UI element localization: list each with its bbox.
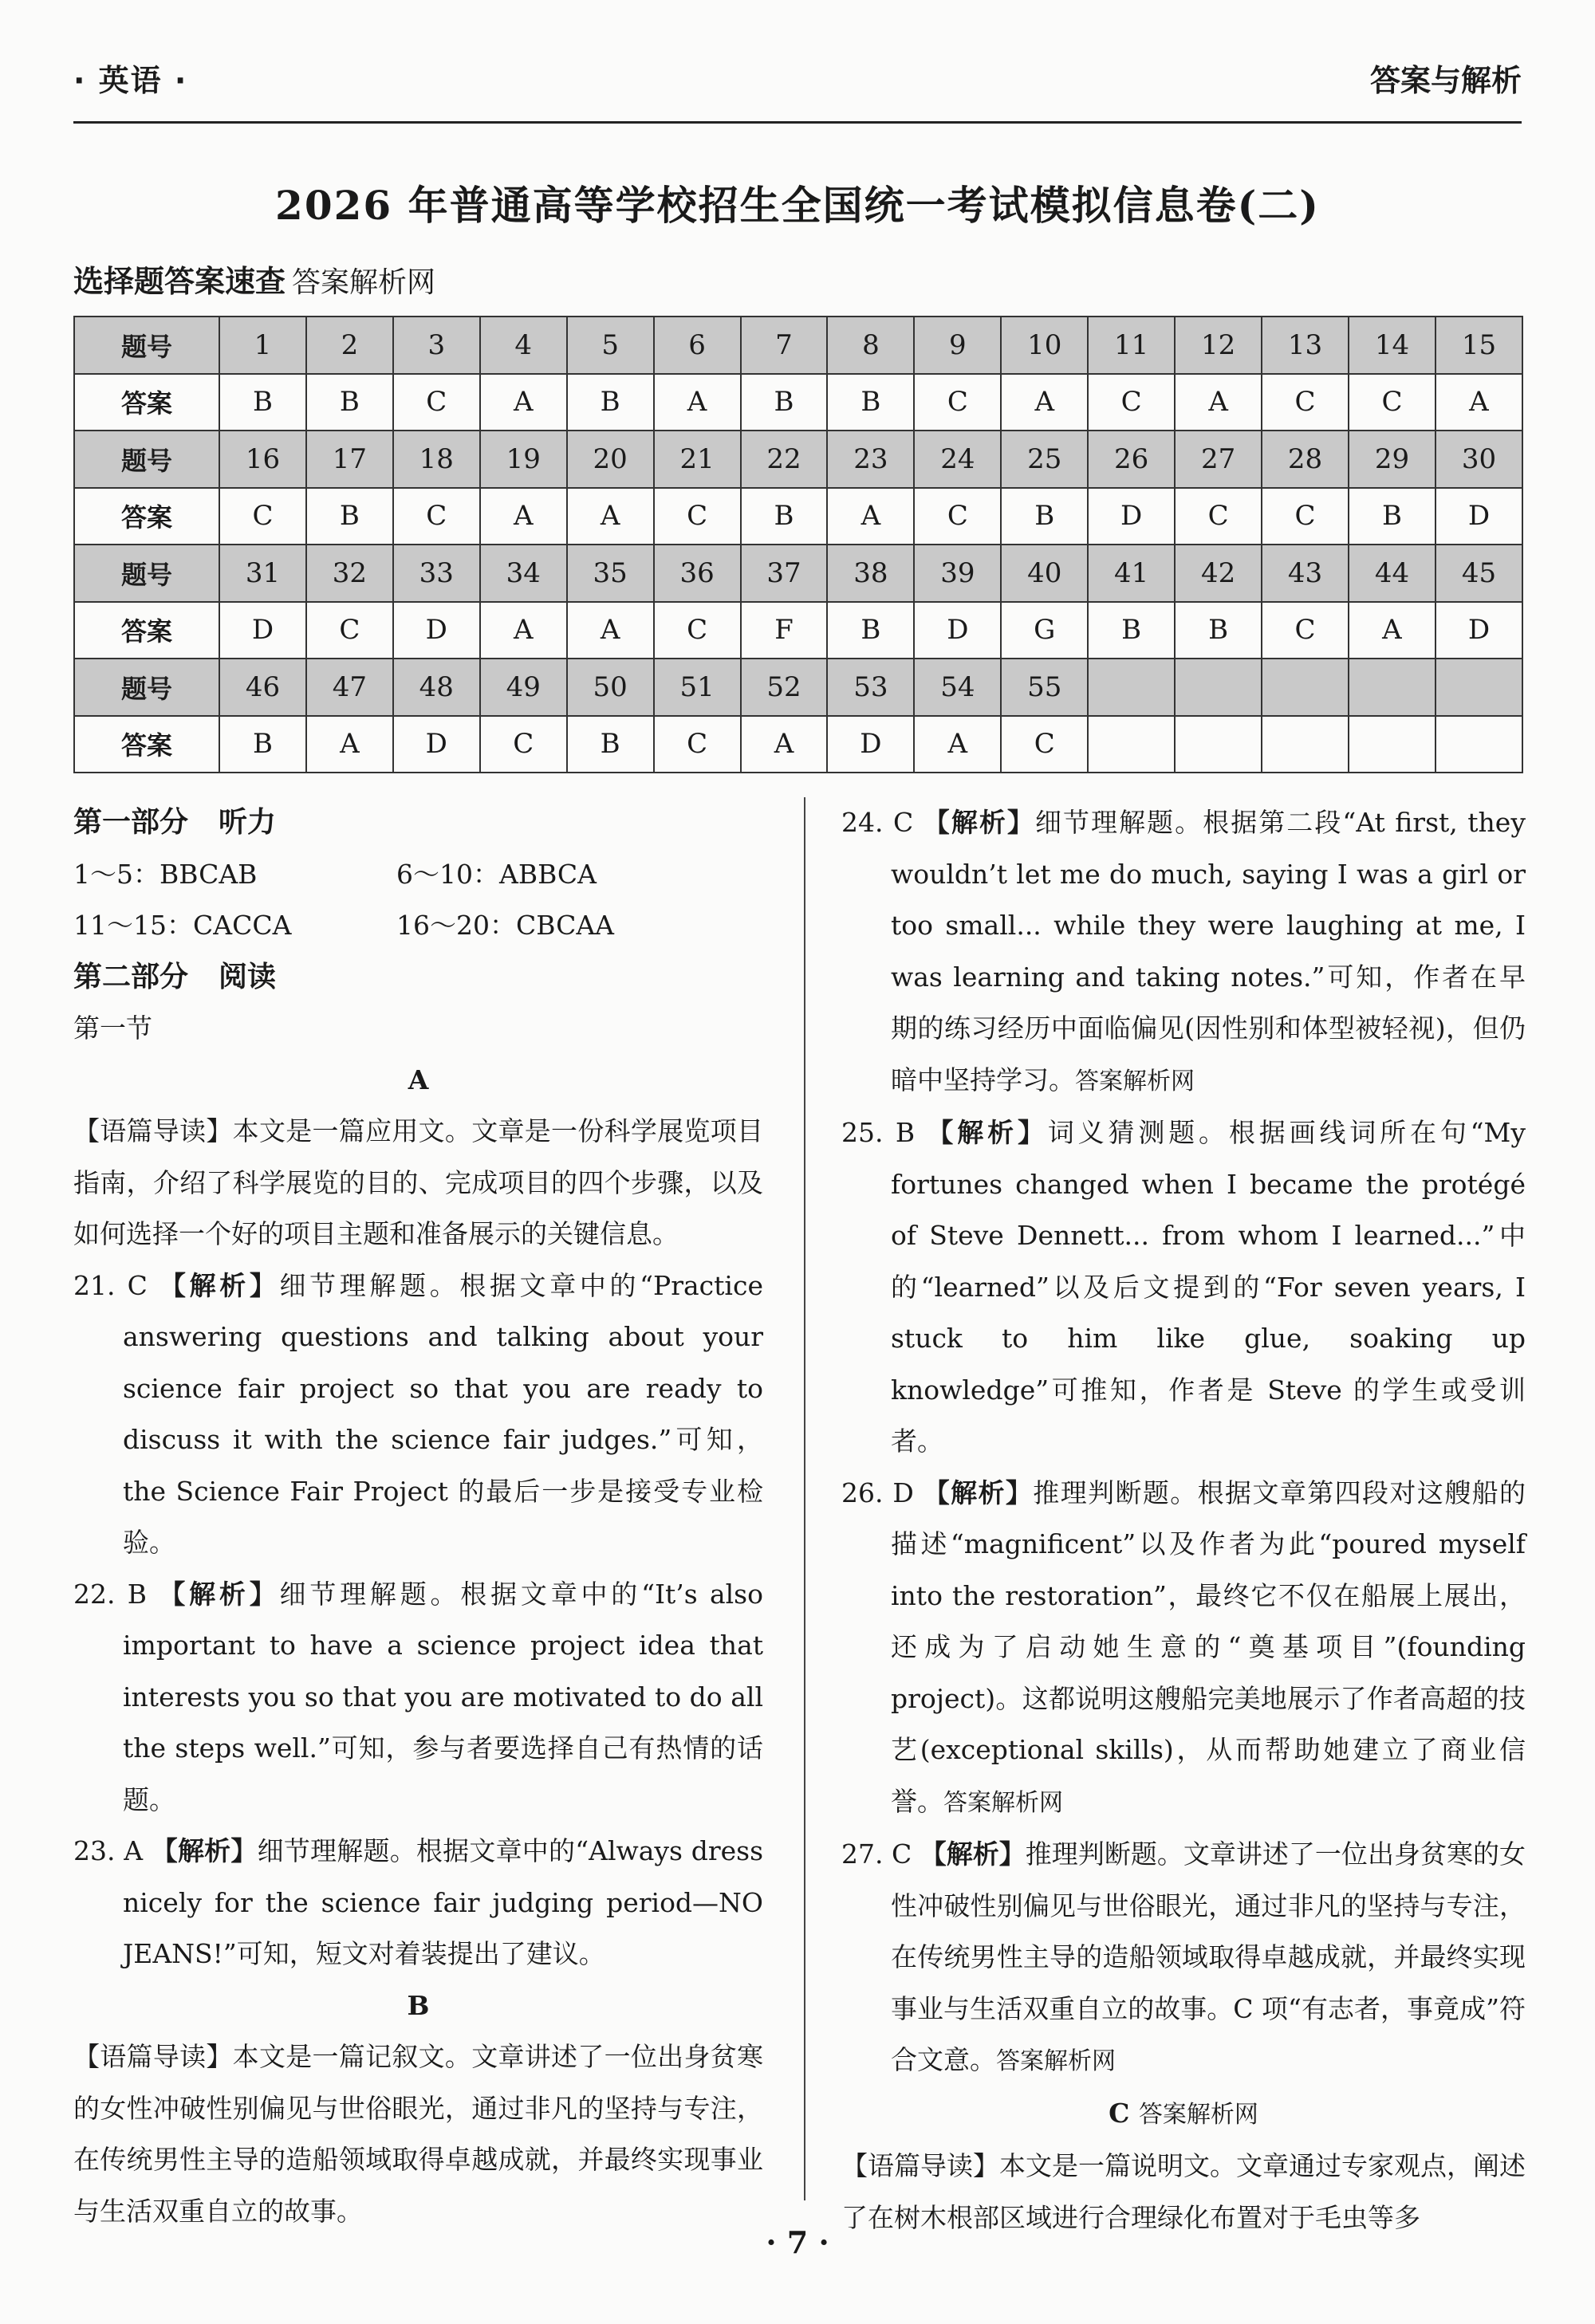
answer-row xyxy=(74,602,1522,659)
question-number-cell: 32 xyxy=(306,545,393,602)
question-number-cell: 40 xyxy=(1001,545,1088,602)
row-label: 答案 xyxy=(74,602,219,659)
passage-a-label: A xyxy=(408,1064,429,1095)
question-number-cell: 10 xyxy=(1001,317,1088,374)
answer-cell: A xyxy=(480,602,567,659)
question-number-cell: 9 xyxy=(914,317,1001,374)
question-number-cell: 39 xyxy=(914,545,1001,602)
question-number-cell: 15 xyxy=(1436,317,1522,374)
question-number-cell: 19 xyxy=(480,431,567,488)
question-number-cell: 14 xyxy=(1349,317,1436,374)
question-number-cell: 25 xyxy=(1001,431,1088,488)
question-number-cell: 7 xyxy=(741,317,828,374)
question-number-cell: 1 xyxy=(219,317,306,374)
answer-cell: B xyxy=(1175,602,1262,659)
answer-24: 24. C 【解析】细节理解题。根据第二段“At first, they wouldn’t let me do much, saying I was a girl or too small... while they were laughing at me, I was learning and taking notes.”可知，作者在早期的练习经历中面临偏见(因性别和体型被轻视)，但仍暗中坚持学习。答案解析网 xyxy=(841,807,1526,1095)
question-number-row xyxy=(74,659,1522,716)
question-number-cell: 27 xyxy=(1175,431,1262,488)
question-number-cell: 22 xyxy=(741,431,828,488)
question-number-cell: 2 xyxy=(306,317,393,374)
answer-row xyxy=(74,716,1522,773)
question-number-cell: 53 xyxy=(827,659,914,716)
answer-cell: C xyxy=(393,488,480,545)
answer-table xyxy=(73,316,1523,773)
question-number-cell xyxy=(1262,659,1349,716)
question-number-cell: 36 xyxy=(654,545,741,602)
listening-answers-1: 1～5：BBCAB 6～10：ABBCA xyxy=(73,858,597,890)
question-number-cell: 21 xyxy=(654,431,741,488)
answer-cell: C xyxy=(1262,602,1349,659)
question-number-cell: 37 xyxy=(741,545,828,602)
passage-b-label: B xyxy=(407,1989,430,2021)
question-number-cell: 11 xyxy=(1088,317,1175,374)
question-number-cell: 8 xyxy=(827,317,914,374)
answer-cell xyxy=(1175,716,1262,773)
question-number-cell xyxy=(1175,659,1262,716)
question-number-cell: 26 xyxy=(1088,431,1175,488)
question-number-cell: 4 xyxy=(480,317,567,374)
answer-cell: D xyxy=(1088,488,1175,545)
answer-cell: A xyxy=(306,716,393,773)
answer-cell: B xyxy=(219,374,306,431)
answer-cell: C xyxy=(1262,488,1349,545)
subject-label: · 英语 · xyxy=(73,63,188,98)
question-number-cell: 47 xyxy=(306,659,393,716)
question-number-cell: 13 xyxy=(1262,317,1349,374)
answer-cell xyxy=(1349,716,1436,773)
answer-cell: A xyxy=(654,374,741,431)
answer-cell: C xyxy=(914,374,1001,431)
answer-cell: C xyxy=(1088,374,1175,431)
question-number-cell: 18 xyxy=(393,431,480,488)
answer-cell: A xyxy=(480,488,567,545)
answer-cell: A xyxy=(567,488,654,545)
question-number-cell: 33 xyxy=(393,545,480,602)
answer-22: 22. B 【解析】细节理解题。根据文章中的“It’s also important to have a science project idea that interests you so that you are motivated to do all the steps well.”可知，参与者要选择自己有热情的话题。 xyxy=(73,1578,763,1815)
question-number-cell: 48 xyxy=(393,659,480,716)
quick-check-title: 选择题答案速查 xyxy=(73,264,286,299)
answer-cell: D xyxy=(1436,602,1522,659)
question-number-cell: 24 xyxy=(914,431,1001,488)
answer-cell: G xyxy=(1001,602,1088,659)
question-number-cell: 29 xyxy=(1349,431,1436,488)
answer-cell xyxy=(1262,716,1349,773)
answer-cell: A xyxy=(1436,374,1522,431)
question-number-cell: 17 xyxy=(306,431,393,488)
question-number-row xyxy=(74,545,1522,602)
passage-c-intro: 【语篇导读】本文是一篇说明文。文章通过专家观点，阐述了在树木根部区域进行合理绿化布置对于毛虫等多 xyxy=(841,2150,1526,2233)
answer-cell: B xyxy=(306,488,393,545)
answer-cell: B xyxy=(219,716,306,773)
answer-cell xyxy=(1436,716,1522,773)
question-number-cell: 46 xyxy=(219,659,306,716)
right-column xyxy=(841,797,1526,2243)
row-label: 答案 xyxy=(74,716,219,773)
answer-cell: B xyxy=(827,602,914,659)
answer-cell: B xyxy=(1088,602,1175,659)
answer-cell: D xyxy=(219,602,306,659)
answer-cell: A xyxy=(1175,374,1262,431)
answer-cell: C xyxy=(306,602,393,659)
answer-cell: A xyxy=(741,716,828,773)
part2-heading: 第二部分 阅读 xyxy=(73,960,277,993)
row-label: 答案 xyxy=(74,374,219,431)
question-number-cell: 6 xyxy=(654,317,741,374)
answer-26: 26. D 【解析】推理判断题。根据文章第四段对这艘船的描述“magnificent”以及作者为此“poured myself into the restoration”，最终它不仅在船展上展出，还成为了启动她生意的“奠基项目”(founding project)。这都说明这艘船完美地展示了作者高超的技艺(exceptional skills)，从而帮助她建立了商业信誉。答案解析网 xyxy=(841,1477,1526,1817)
answer-cell: C xyxy=(219,488,306,545)
quick-check-heading xyxy=(73,257,435,301)
header-divider xyxy=(73,121,1522,124)
answer-cell: C xyxy=(393,374,480,431)
question-number-cell: 5 xyxy=(567,317,654,374)
question-number-cell: 52 xyxy=(741,659,828,716)
question-number-cell: 35 xyxy=(567,545,654,602)
answer-cell: D xyxy=(914,602,1001,659)
answer-cell: D xyxy=(1436,488,1522,545)
answer-cell: C xyxy=(654,716,741,773)
question-number-cell: 44 xyxy=(1349,545,1436,602)
row-label: 题号 xyxy=(74,545,219,602)
answer-cell: B xyxy=(306,374,393,431)
answer-cell: B xyxy=(827,374,914,431)
answer-cell: C xyxy=(654,602,741,659)
question-number-cell xyxy=(1088,659,1175,716)
question-number-cell: 41 xyxy=(1088,545,1175,602)
question-number-cell: 20 xyxy=(567,431,654,488)
answer-cell: A xyxy=(1349,602,1436,659)
question-number-cell: 55 xyxy=(1001,659,1088,716)
question-number-cell: 23 xyxy=(827,431,914,488)
answer-cell: A xyxy=(567,602,654,659)
question-number-cell: 38 xyxy=(827,545,914,602)
answer-cell: A xyxy=(914,716,1001,773)
answer-cell: B xyxy=(741,374,828,431)
question-number-cell: 28 xyxy=(1262,431,1349,488)
passage-a-intro: 【语篇导读】本文是一篇应用文。文章是一份科学展览项目指南，介绍了科学展览的目的、完成项目的四个步骤，以及如何选择一个好的项目主题和准备展示的关键信息。 xyxy=(73,1115,763,1249)
answer-cell: B xyxy=(567,716,654,773)
question-number-row xyxy=(74,317,1522,374)
answer-cell: F xyxy=(741,602,828,659)
answer-cell: C xyxy=(654,488,741,545)
passage-c-label: C 答案解析网 xyxy=(1109,2097,1258,2129)
answer-cell: C xyxy=(1349,374,1436,431)
question-number-cell: 54 xyxy=(914,659,1001,716)
question-number-cell: 16 xyxy=(219,431,306,488)
answer-cell: A xyxy=(827,488,914,545)
quick-check-note: 答案解析网 xyxy=(292,266,436,299)
listening-answers-2: 11～15：CACCA 16～20：CBCAA xyxy=(73,910,615,941)
answer-cell: C xyxy=(1262,374,1349,431)
answer-cell: B xyxy=(1001,488,1088,545)
answer-cell: B xyxy=(567,374,654,431)
row-label: 题号 xyxy=(74,431,219,488)
answer-cell xyxy=(1088,716,1175,773)
passage-b-intro: 【语篇导读】本文是一篇记叙文。文章讲述了一位出身贫寒的女性冲破性别偏见与世俗眼光，通过非凡的坚持与专注，在传统男性主导的造船领域取得卓越成就，并最终实现事业与生活双重自立的故事。 xyxy=(73,2041,763,2227)
answer-row xyxy=(74,374,1522,431)
question-number-cell: 49 xyxy=(480,659,567,716)
question-number-cell xyxy=(1436,659,1522,716)
question-number-cell xyxy=(1349,659,1436,716)
answer-cell: D xyxy=(393,602,480,659)
row-label: 答案 xyxy=(74,488,219,545)
question-number-cell: 12 xyxy=(1175,317,1262,374)
page-title: 2026 年普通高等学校招生全国统一考试模拟信息卷(二) xyxy=(275,182,1320,229)
answer-cell: D xyxy=(393,716,480,773)
section-label: 答案与解析 xyxy=(1369,63,1522,98)
answer-23: 23. A 【解析】细节理解题。根据文章中的“Always dress nicely for the science fair judging period—NO JEANS!”可知，短文对着装提出了建议。 xyxy=(73,1835,764,1969)
question-number-cell: 45 xyxy=(1436,545,1522,602)
section1-label: 第一节 xyxy=(73,1013,152,1044)
page-number: · 7 · xyxy=(766,2224,829,2260)
answer-cell: B xyxy=(741,488,828,545)
question-number-cell: 50 xyxy=(567,659,654,716)
answer-cell: D xyxy=(827,716,914,773)
answer-cell: C xyxy=(914,488,1001,545)
column-divider xyxy=(804,797,805,2200)
answer-cell: A xyxy=(480,374,567,431)
answer-cell: C xyxy=(480,716,567,773)
question-number-cell: 51 xyxy=(654,659,741,716)
question-number-cell: 42 xyxy=(1175,545,1262,602)
answer-row xyxy=(74,488,1522,545)
question-number-cell: 3 xyxy=(393,317,480,374)
row-label: 题号 xyxy=(74,659,219,716)
answer-27: 27. C 【解析】推理判断题。文章讲述了一位出身贫寒的女性冲破性别偏见与世俗眼光，通过非凡的坚持与专注，在传统男性主导的造船领域取得卓越成就，并最终实现事业与生活双重自立的故事。C 项“有志者，事竟成”符合文意。答案解析网 xyxy=(841,1838,1526,2075)
question-number-cell: 34 xyxy=(480,545,567,602)
answer-cell: B xyxy=(1349,488,1436,545)
answer-25: 25. B 【解析】词义猜测题。根据画线词所在句“My fortunes changed when I became the protégé of Steve Dennett... from whom I learned...”中的“learned”以及后文提到的“For seven years, I stuck to him like glue, soaking up knowledge”可推知，作者是 Steve 的学生或受训者。 xyxy=(841,1117,1526,1457)
answer-cell: A xyxy=(1001,374,1088,431)
question-number-row xyxy=(74,431,1522,488)
answer-21: 21. C 【解析】细节理解题。根据文章中的“Practice answering questions and talking about your science fair project so that you are ready to discuss it with the science fair judges.”可知，the Science Fair Project 的最后一步是接受专业检验。 xyxy=(73,1269,763,1558)
question-number-cell: 30 xyxy=(1436,431,1522,488)
question-number-cell: 43 xyxy=(1262,545,1349,602)
left-column xyxy=(73,797,763,2237)
answer-cell: C xyxy=(1175,488,1262,545)
answer-cell: C xyxy=(1001,716,1088,773)
question-number-cell: 31 xyxy=(219,545,306,602)
part1-heading: 第一部分 听力 xyxy=(73,806,277,839)
row-label: 题号 xyxy=(74,317,219,374)
